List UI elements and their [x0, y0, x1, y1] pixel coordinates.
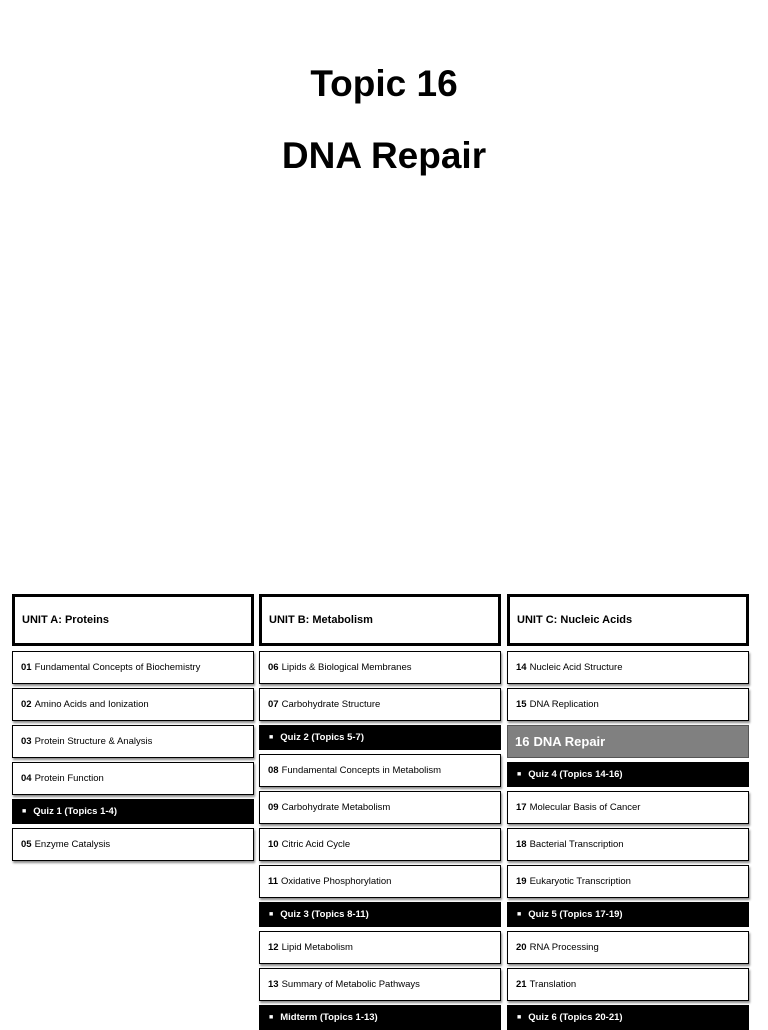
topic-row[interactable]	[507, 865, 749, 898]
topic-label: Eukaryotic Transcription	[529, 876, 631, 887]
bullet-icon: ■	[22, 808, 27, 815]
topic-row[interactable]	[507, 688, 749, 721]
topic-label: Fundamental Concepts of Biochemistry	[34, 662, 201, 673]
topic-label: Translation	[529, 979, 577, 990]
topic-number-title: Topic 16	[310, 63, 458, 104]
topic-number: 21	[516, 979, 527, 990]
unit-header: UNIT C: Nucleic Acids	[507, 594, 749, 646]
quiz-label: Quiz 2 (Topics 5-7)	[280, 732, 364, 743]
topic-row[interactable]	[12, 762, 254, 795]
quiz-label: Quiz 3 (Topics 8-11)	[280, 909, 369, 920]
topic-number: 11	[268, 876, 279, 887]
topic-row[interactable]	[259, 754, 501, 787]
quiz-label: Quiz 5 (Topics 17-19)	[528, 909, 623, 920]
topic-label: Carbohydrate Metabolism	[281, 802, 391, 813]
unit-header: UNIT A: Proteins	[12, 594, 254, 646]
topic-label: Lipids & Biological Membranes	[281, 662, 412, 673]
quiz-row[interactable]	[507, 902, 749, 927]
bullet-icon: ■	[269, 734, 274, 741]
topic-label: DNA Repair	[533, 734, 606, 749]
bullet-icon: ■	[517, 771, 522, 778]
topic-row[interactable]	[507, 968, 749, 1001]
topic-label: Nucleic Acid Structure	[529, 662, 623, 673]
topic-label: Oxidative Phosphorylation	[281, 876, 392, 887]
unit-header: UNIT B: Metabolism	[259, 594, 501, 646]
quiz-row[interactable]	[259, 902, 501, 927]
quiz-row[interactable]	[507, 1005, 749, 1030]
topic-number: 17	[516, 802, 527, 813]
topic-label: Amino Acids and Ionization	[34, 699, 149, 710]
topic-number: 20	[516, 942, 527, 953]
topic-label: Enzyme Catalysis	[34, 839, 111, 850]
topic-label: Summary of Metabolic Pathways	[281, 979, 420, 990]
topic-number: 15	[516, 699, 527, 710]
topic-row[interactable]	[507, 828, 749, 861]
topic-row[interactable]	[259, 688, 501, 721]
topic-label: DNA Replication	[529, 699, 599, 710]
quiz-label: Quiz 1 (Topics 1-4)	[33, 806, 117, 817]
bullet-icon: ■	[269, 1014, 274, 1021]
topic-number: 12	[268, 942, 279, 953]
topic-row[interactable]	[259, 931, 501, 964]
topic-row[interactable]	[259, 651, 501, 684]
topic-number: 02	[21, 699, 32, 710]
topic-label: Bacterial Transcription	[529, 839, 624, 850]
topic-number: 13	[268, 979, 279, 990]
topic-label: Molecular Basis of Cancer	[529, 802, 641, 813]
topic-row[interactable]	[259, 968, 501, 1001]
topic-label: RNA Processing	[529, 942, 599, 953]
topic-number: 19	[516, 876, 527, 887]
topic-number: 06	[268, 662, 279, 673]
topic-number: 14	[516, 662, 527, 673]
topic-row[interactable]	[507, 791, 749, 824]
topic-row[interactable]	[259, 828, 501, 861]
topic-number: 09	[268, 802, 279, 813]
topic-number: 05	[21, 839, 32, 850]
quiz-row[interactable]	[12, 799, 254, 824]
topic-number: 08	[268, 765, 279, 776]
quiz-row[interactable]	[507, 762, 749, 787]
topic-label: Lipid Metabolism	[281, 942, 353, 953]
quiz-label: Midterm (Topics 1-13)	[280, 1012, 378, 1023]
bullet-icon: ■	[517, 1014, 522, 1021]
topic-number: 10	[268, 839, 279, 850]
quiz-label: Quiz 4 (Topics 14-16)	[528, 769, 623, 780]
topic-row[interactable]	[259, 791, 501, 824]
bullet-icon: ■	[269, 911, 274, 918]
topic-number: 18	[516, 839, 527, 850]
topic-label: Protein Structure & Analysis	[34, 736, 153, 747]
quiz-row[interactable]	[259, 725, 501, 750]
bullet-icon: ■	[517, 911, 522, 918]
topic-label: Carbohydrate Structure	[281, 699, 381, 710]
topic-number: 01	[21, 662, 32, 673]
topic-row[interactable]	[507, 931, 749, 964]
quiz-row[interactable]	[259, 1005, 501, 1030]
topic-name-title: DNA Repair	[281, 135, 487, 176]
topic-number: 16	[515, 734, 530, 749]
topic-row[interactable]	[507, 651, 749, 684]
topic-row[interactable]	[12, 688, 254, 721]
quiz-label: Quiz 6 (Topics 20-21)	[528, 1012, 623, 1023]
topic-label: Citric Acid Cycle	[281, 839, 351, 850]
topic-number: 07	[268, 699, 279, 710]
topic-row[interactable]	[12, 828, 254, 861]
topic-label: Fundamental Concepts in Metabolism	[281, 765, 442, 776]
topic-number: 04	[21, 773, 32, 784]
topic-row[interactable]	[259, 865, 501, 898]
topic-label: Protein Function	[34, 773, 104, 784]
topic-row[interactable]	[12, 725, 254, 758]
topic-row[interactable]	[12, 651, 254, 684]
topic-number: 03	[21, 736, 32, 747]
current-topic-row[interactable]	[507, 725, 749, 758]
